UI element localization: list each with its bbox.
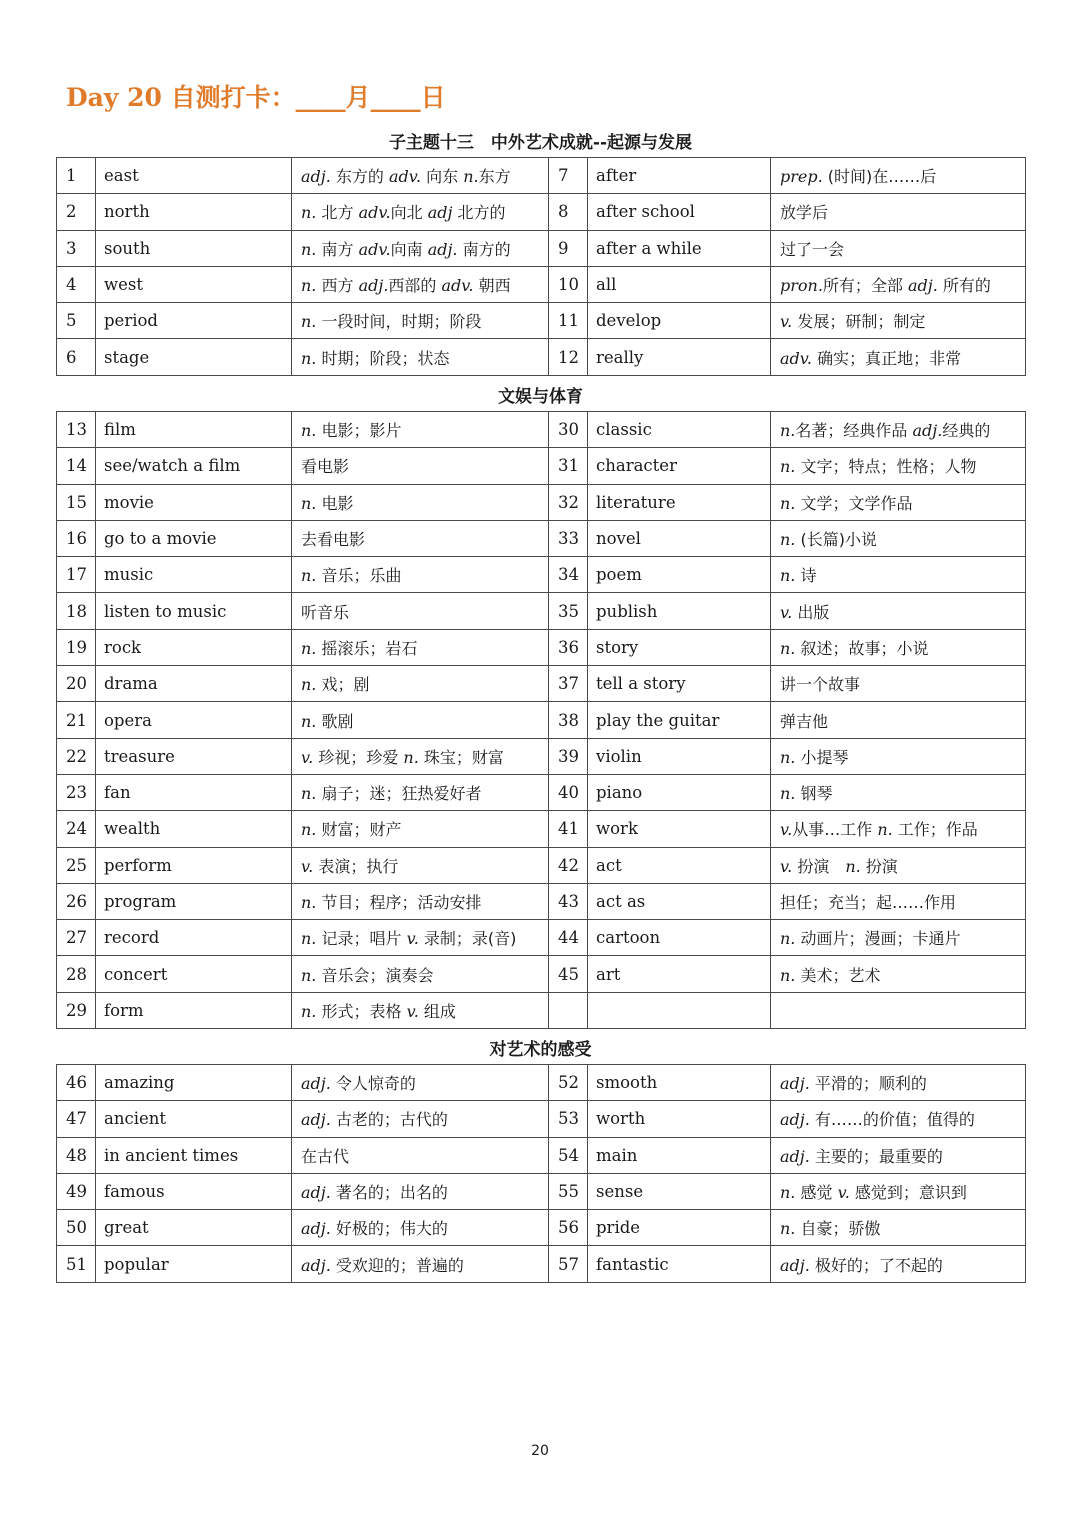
entry-meaning: 弹吉他	[771, 702, 1026, 738]
entry-word: ancient	[96, 1101, 292, 1137]
entry-word: develop	[588, 303, 771, 339]
entry-number: 57	[549, 1246, 588, 1282]
table-row	[57, 738, 1026, 774]
entry-word: wealth	[96, 811, 292, 847]
entry-word: north	[96, 194, 292, 230]
entry-word: violin	[588, 738, 771, 774]
entry-number: 2	[57, 194, 96, 230]
entry-word: smooth	[588, 1065, 771, 1101]
table-row	[57, 847, 1026, 883]
entry-meaning: n. 北方 adv.向北 adj 北方的	[292, 194, 549, 230]
entry-number: 47	[57, 1101, 96, 1137]
table-row	[57, 448, 1026, 484]
entry-meaning: n. 形式；表格 v. 组成	[292, 992, 549, 1028]
table-row	[57, 266, 1026, 302]
entry-word: act as	[588, 883, 771, 919]
entry-word: worth	[588, 1101, 771, 1137]
entry-word: opera	[96, 702, 292, 738]
entry-word: main	[588, 1137, 771, 1173]
entry-word: character	[588, 448, 771, 484]
table-row	[57, 520, 1026, 556]
entry-number: 17	[57, 557, 96, 593]
table-row	[57, 811, 1026, 847]
entry-word: go to a movie	[96, 520, 292, 556]
entry-word: west	[96, 266, 292, 302]
entry-meaning: n. 电影；影片	[292, 412, 549, 448]
entry-meaning: n. 电影	[292, 484, 549, 520]
entry-word: east	[96, 158, 292, 194]
entry-word: after	[588, 158, 771, 194]
entry-word: rock	[96, 629, 292, 665]
entry-number: 15	[57, 484, 96, 520]
entry-number: 54	[549, 1137, 588, 1173]
entry-word: pride	[588, 1210, 771, 1246]
entry-meaning: 过了一会	[771, 230, 1026, 266]
entry-number: 9	[549, 230, 588, 266]
entry-meaning: adj. 主要的；最重要的	[771, 1137, 1026, 1173]
entry-number: 26	[57, 883, 96, 919]
entry-number: 20	[57, 666, 96, 702]
entry-number: 56	[549, 1210, 588, 1246]
entry-word: literature	[588, 484, 771, 520]
entry-meaning: n. 音乐；乐曲	[292, 557, 549, 593]
entry-meaning: pron.所有；全部 adj. 所有的	[771, 266, 1026, 302]
entry-word: treasure	[96, 738, 292, 774]
entry-word: after school	[588, 194, 771, 230]
entry-number: 28	[57, 956, 96, 992]
entry-number	[549, 992, 588, 1028]
entry-meaning: adv. 确实；真正地；非常	[771, 339, 1026, 375]
table-row	[57, 593, 1026, 629]
entry-number: 30	[549, 412, 588, 448]
table-row	[57, 992, 1026, 1028]
table-row	[57, 883, 1026, 919]
entry-number: 42	[549, 847, 588, 883]
entry-word: famous	[96, 1173, 292, 1209]
entry-word: concert	[96, 956, 292, 992]
page-number: 20	[531, 1443, 549, 1459]
table-row	[57, 158, 1026, 194]
entry-word: amazing	[96, 1065, 292, 1101]
entry-meaning: n. (长篇)小说	[771, 520, 1026, 556]
entry-number: 25	[57, 847, 96, 883]
entry-number: 29	[57, 992, 96, 1028]
entry-meaning: 讲一个故事	[771, 666, 1026, 702]
entry-number: 10	[549, 266, 588, 302]
entry-number: 40	[549, 774, 588, 810]
entry-word: see/watch a film	[96, 448, 292, 484]
entry-word: after a while	[588, 230, 771, 266]
entry-word	[588, 992, 771, 1028]
entry-meaning: n. 南方 adv.向南 adj. 南方的	[292, 230, 549, 266]
entry-meaning: adj. 极好的；了不起的	[771, 1246, 1026, 1282]
entry-meaning: v.从事…工作 n. 工作；作品	[771, 811, 1026, 847]
table-row	[57, 484, 1026, 520]
entry-meaning: v. 扮演 n. 扮演	[771, 847, 1026, 883]
entry-number: 46	[57, 1065, 96, 1101]
entry-number: 1	[57, 158, 96, 194]
section-title-entertainment: 文娱与体育	[498, 387, 583, 407]
entry-word: sense	[588, 1173, 771, 1209]
entry-number: 35	[549, 593, 588, 629]
entry-meaning: n. 自豪；骄傲	[771, 1210, 1026, 1246]
entry-number: 51	[57, 1246, 96, 1282]
entry-number: 43	[549, 883, 588, 919]
entry-meaning: n. 戏；剧	[292, 666, 549, 702]
entry-meaning: 放学后	[771, 194, 1026, 230]
entry-number: 7	[549, 158, 588, 194]
entry-number: 23	[57, 774, 96, 810]
entry-word: form	[96, 992, 292, 1028]
entry-meaning: adj. 古老的；古代的	[292, 1101, 549, 1137]
entry-meaning: 听音乐	[292, 593, 549, 629]
entry-word: cartoon	[588, 920, 771, 956]
entry-word: south	[96, 230, 292, 266]
entry-meaning: n. 财富；财产	[292, 811, 549, 847]
entry-meaning: n. 扇子；迷；狂热爱好者	[292, 774, 549, 810]
entry-number: 19	[57, 629, 96, 665]
entry-meaning: 去看电影	[292, 520, 549, 556]
entry-number: 39	[549, 738, 588, 774]
entry-number: 21	[57, 702, 96, 738]
entry-number: 32	[549, 484, 588, 520]
entry-meaning: n. 诗	[771, 557, 1026, 593]
entry-word: really	[588, 339, 771, 375]
entry-number: 45	[549, 956, 588, 992]
vocab-table-entertainment	[56, 411, 1026, 1029]
vocab-table-art-feelings	[56, 1064, 1026, 1283]
table-row	[57, 230, 1026, 266]
entry-meaning: adj. 东方的 adv. 向东 n.东方	[292, 158, 549, 194]
entry-word: work	[588, 811, 771, 847]
entry-number: 50	[57, 1210, 96, 1246]
entry-number: 53	[549, 1101, 588, 1137]
entry-number: 55	[549, 1173, 588, 1209]
table-row	[57, 412, 1026, 448]
entry-word: novel	[588, 520, 771, 556]
entry-word: music	[96, 557, 292, 593]
section-title-art-feelings: 对艺术的感受	[489, 1040, 592, 1060]
table-row	[57, 1246, 1026, 1282]
entry-meaning: n. 时期；阶段；状态	[292, 339, 549, 375]
table-row	[57, 1210, 1026, 1246]
table-row	[57, 1101, 1026, 1137]
entry-meaning: n.名著；经典作品 adj.经典的	[771, 412, 1026, 448]
entry-meaning: 在古代	[292, 1137, 549, 1173]
entry-word: stage	[96, 339, 292, 375]
table-row	[57, 702, 1026, 738]
entry-meaning: v. 表演；执行	[292, 847, 549, 883]
entry-number: 52	[549, 1065, 588, 1101]
section-title-origin: 子主题十三 中外艺术成就--起源与发展	[388, 133, 693, 153]
entry-number: 33	[549, 520, 588, 556]
entry-meaning: n. 记录；唱片 v. 录制；录(音)	[292, 920, 549, 956]
entry-number: 6	[57, 339, 96, 375]
entry-word: fantastic	[588, 1246, 771, 1282]
table-row	[57, 557, 1026, 593]
table-row	[57, 339, 1026, 375]
entry-word: film	[96, 412, 292, 448]
entry-meaning: n. 钢琴	[771, 774, 1026, 810]
entry-meaning: n. 西方 adj.西部的 adv. 朝西	[292, 266, 549, 302]
entry-meaning: n. 节目；程序；活动安排	[292, 883, 549, 919]
entry-number: 4	[57, 266, 96, 302]
entry-word: all	[588, 266, 771, 302]
entry-word: tell a story	[588, 666, 771, 702]
table-row	[57, 1065, 1026, 1101]
entry-number: 5	[57, 303, 96, 339]
entry-word: fan	[96, 774, 292, 810]
entry-number: 38	[549, 702, 588, 738]
entry-meaning: 看电影	[292, 448, 549, 484]
entry-number: 3	[57, 230, 96, 266]
entry-meaning: v. 珍视；珍爱 n. 珠宝；财富	[292, 738, 549, 774]
entry-meaning: adj. 好极的；伟大的	[292, 1210, 549, 1246]
entry-number: 13	[57, 412, 96, 448]
entry-meaning: adj. 令人惊奇的	[292, 1065, 549, 1101]
entry-meaning: prep. (时间)在……后	[771, 158, 1026, 194]
entry-number: 11	[549, 303, 588, 339]
table-row	[57, 1173, 1026, 1209]
table-row	[57, 920, 1026, 956]
entry-number: 44	[549, 920, 588, 956]
entry-meaning: n. 叙述；故事；小说	[771, 629, 1026, 665]
entry-meaning: n. 感觉 v. 感觉到；意识到	[771, 1173, 1026, 1209]
entry-number: 27	[57, 920, 96, 956]
table-row	[57, 956, 1026, 992]
entry-number: 8	[549, 194, 588, 230]
table-row	[57, 629, 1026, 665]
entry-meaning: v. 出版	[771, 593, 1026, 629]
entry-meaning: n. 文学；文学作品	[771, 484, 1026, 520]
entry-word: perform	[96, 847, 292, 883]
entry-meaning: n. 小提琴	[771, 738, 1026, 774]
entry-meaning: adj. 受欢迎的；普遍的	[292, 1246, 549, 1282]
entry-word: popular	[96, 1246, 292, 1282]
entry-number: 24	[57, 811, 96, 847]
entry-word: story	[588, 629, 771, 665]
entry-meaning: n. 动画片；漫画；卡通片	[771, 920, 1026, 956]
table-row	[57, 774, 1026, 810]
entry-number: 36	[549, 629, 588, 665]
entry-meaning: adj. 平滑的；顺利的	[771, 1065, 1026, 1101]
entry-word: period	[96, 303, 292, 339]
entry-meaning: 担任；充当；起……作用	[771, 883, 1026, 919]
entry-meaning: n. 歌剧	[292, 702, 549, 738]
table-row	[57, 194, 1026, 230]
entry-number: 18	[57, 593, 96, 629]
entry-meaning: n. 文字；特点；性格；人物	[771, 448, 1026, 484]
entry-word: listen to music	[96, 593, 292, 629]
entry-word: publish	[588, 593, 771, 629]
table-row	[57, 303, 1026, 339]
entry-word: poem	[588, 557, 771, 593]
entry-number: 31	[549, 448, 588, 484]
entry-meaning: adj. 著名的；出名的	[292, 1173, 549, 1209]
entry-word: record	[96, 920, 292, 956]
entry-number: 22	[57, 738, 96, 774]
entry-meaning	[771, 992, 1026, 1028]
entry-word: classic	[588, 412, 771, 448]
entry-word: in ancient times	[96, 1137, 292, 1173]
entry-number: 14	[57, 448, 96, 484]
entry-number: 37	[549, 666, 588, 702]
entry-word: art	[588, 956, 771, 992]
entry-meaning: n. 摇滚乐；岩石	[292, 629, 549, 665]
entry-number: 49	[57, 1173, 96, 1209]
entry-meaning: n. 一段时间，时期；阶段	[292, 303, 549, 339]
entry-meaning: v. 发展；研制；制定	[771, 303, 1026, 339]
vocab-table-origin	[56, 157, 1026, 376]
entry-meaning: n. 音乐会；演奏会	[292, 956, 549, 992]
entry-meaning: adj. 有……的价值；值得的	[771, 1101, 1026, 1137]
entry-word: piano	[588, 774, 771, 810]
table-row	[57, 1137, 1026, 1173]
page-title: Day 20 自测打卡：____月____日	[66, 83, 446, 112]
table-row	[57, 666, 1026, 702]
entry-word: act	[588, 847, 771, 883]
entry-meaning: n. 美术；艺术	[771, 956, 1026, 992]
entry-number: 16	[57, 520, 96, 556]
entry-word: drama	[96, 666, 292, 702]
entry-number: 48	[57, 1137, 96, 1173]
entry-number: 41	[549, 811, 588, 847]
entry-word: movie	[96, 484, 292, 520]
entry-number: 12	[549, 339, 588, 375]
entry-word: great	[96, 1210, 292, 1246]
entry-word: play the guitar	[588, 702, 771, 738]
entry-word: program	[96, 883, 292, 919]
entry-number: 34	[549, 557, 588, 593]
